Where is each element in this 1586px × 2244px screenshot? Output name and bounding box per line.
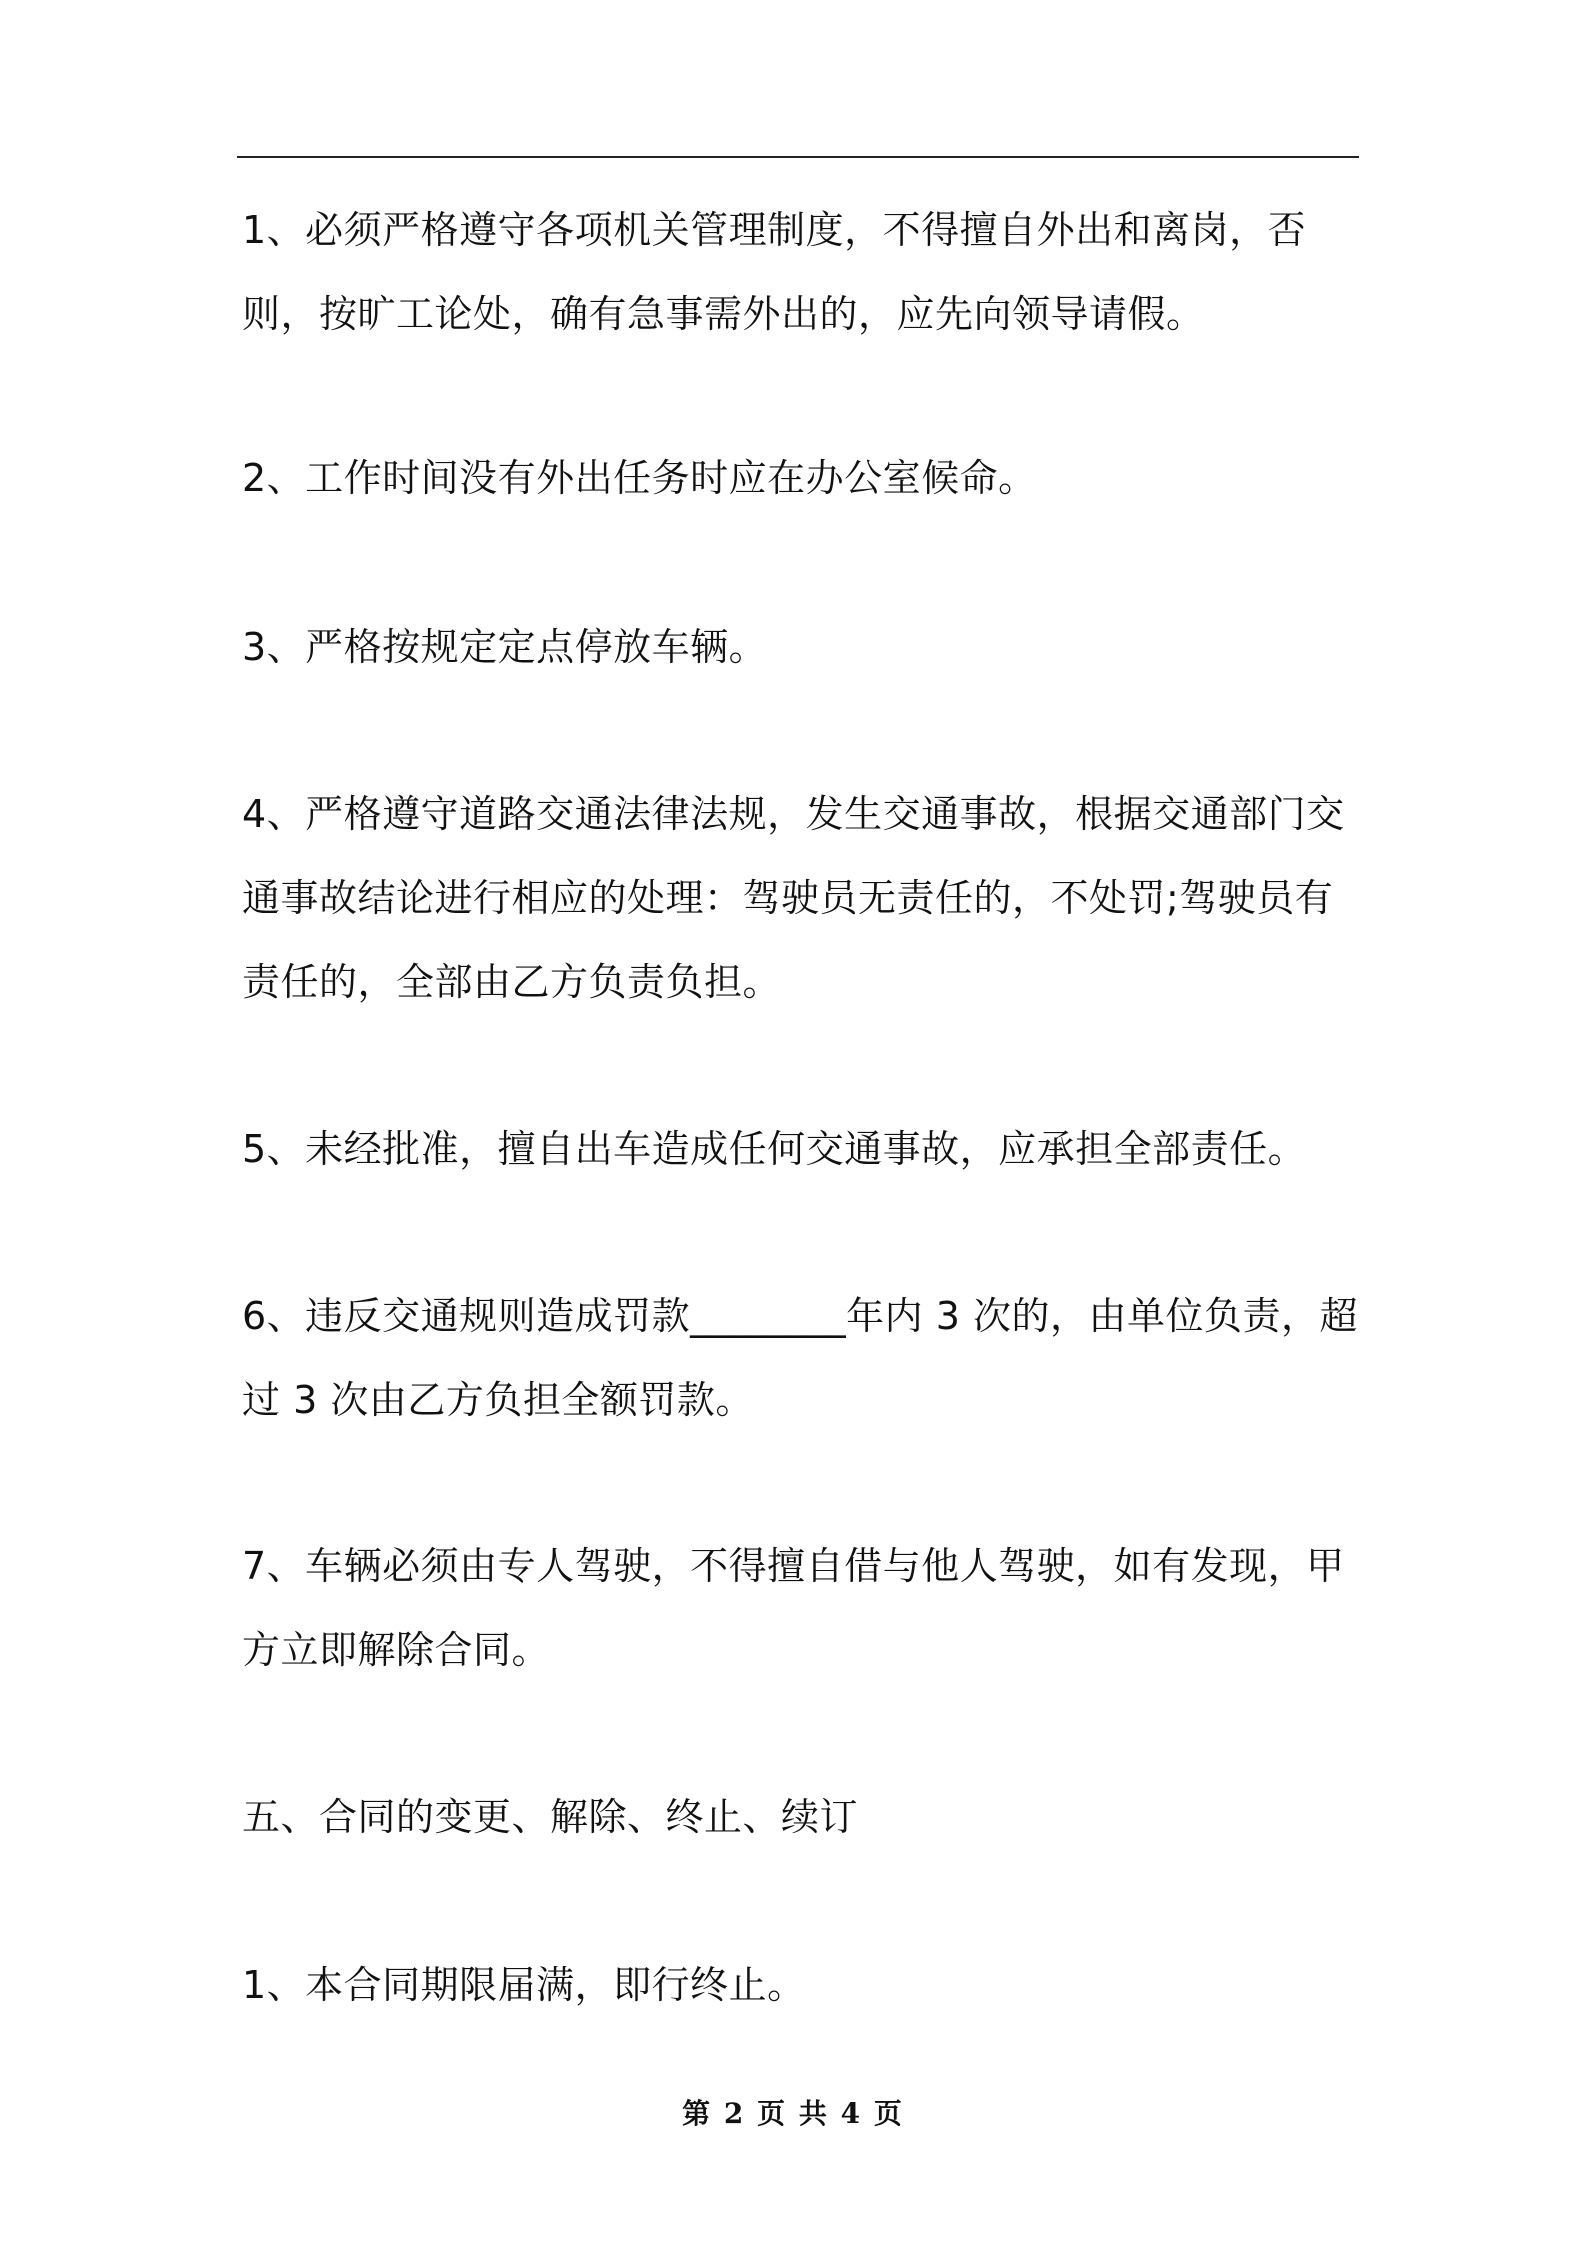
clause-5-unauthorized: 5、未经批准，擅自出车造成任何交通事故，应承担全部责任。	[242, 1127, 1307, 1171]
clause-3-parking: 3、严格按规定定点停放车辆。	[242, 625, 768, 669]
page-number-footer: 第 2 页 共 4 页	[682, 2097, 904, 2130]
section-5-clause-1: 1、本合同期限届满，即行终止。	[242, 1963, 806, 2007]
clause-4-traffic-law: 4、严格遵守道路交通法律法规，发生交通事故，根据交通部门交通事故结论进行相应的处理：驾驶员无责任的，不处罚;驾驶员有责任的，全部由乙方负责负担。	[242, 792, 1345, 1004]
clause-6-fines: 6、违反交通规则造成罚款________年内 3 次的，由单位负责，超过 3 次由乙方负担全额罚款。	[242, 1294, 1359, 1422]
clause-1-discipline: 1、必须严格遵守各项机关管理制度，不得擅自外出和离岗，否则，按旷工论处，确有急事需外出的，应先向领导请假。	[242, 208, 1307, 336]
clause-2-standby: 2、工作时间没有外出任务时应在办公室候命。	[242, 456, 1037, 500]
section-5-heading: 五、合同的变更、解除、终止、续订	[242, 1795, 859, 1839]
header-divider	[237, 156, 1359, 158]
clause-7-designated-driver: 7、车辆必须由专人驾驶，不得擅自借与他人驾驶，如有发现，甲方立即解除合同。	[242, 1544, 1345, 1672]
